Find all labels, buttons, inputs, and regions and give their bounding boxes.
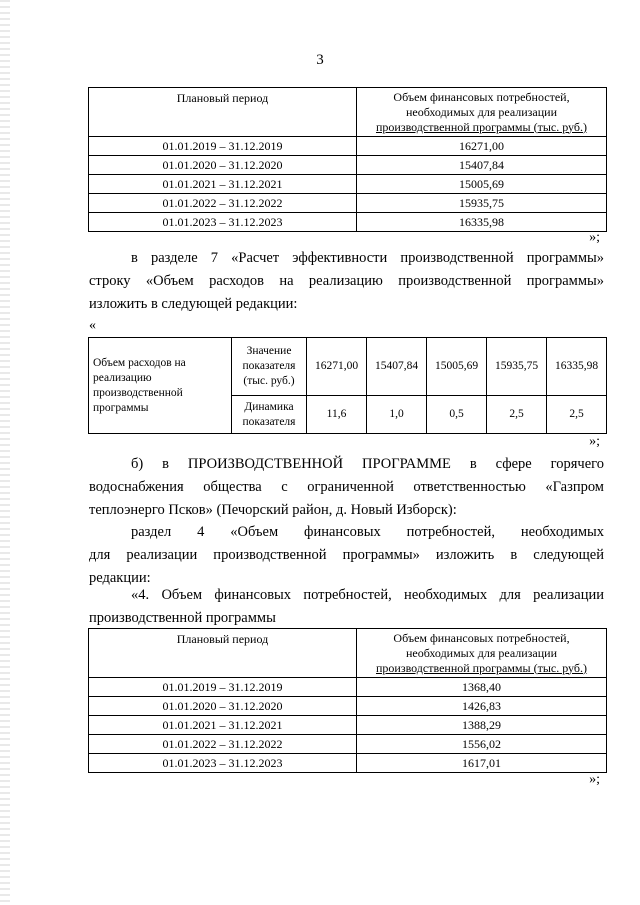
expenses-table bbox=[88, 337, 607, 434]
table-row: 01.01.2022 – 31.12.2022 15935,75 bbox=[89, 194, 607, 213]
paragraph-section-7: в разделе 7 «Расчет эффективности производственной программы» строку «Объем расходов на реализацию производственной программы» изложить в следующей редакции: bbox=[89, 250, 604, 312]
header-period: Плановый период bbox=[89, 88, 357, 137]
table-row: 01.01.2023 – 31.12.2023 1617,01 bbox=[89, 754, 607, 773]
dynamics-cell: 1,0 bbox=[367, 396, 427, 434]
financial-needs-table-2 bbox=[88, 628, 607, 773]
value-cell: 16335,98 bbox=[547, 338, 607, 396]
table-row: 01.01.2021 – 31.12.2021 1388,29 bbox=[89, 716, 607, 735]
value-cell: 15935,75 bbox=[487, 338, 547, 396]
page-number: 3 bbox=[316, 52, 324, 68]
header-value: Объем финансовых потребностей, необходимых для реализации производственной программы (тыс. руб.) bbox=[357, 629, 607, 678]
value-cell: 16271,00 bbox=[307, 338, 367, 396]
row-label: Объем расходов на реализацию производственной программы bbox=[89, 338, 232, 434]
indicator-dynamics-label: Динамика показателя bbox=[232, 396, 307, 434]
table-row: 01.01.2022 – 31.12.2022 1556,02 bbox=[89, 735, 607, 754]
table-row: 01.01.2020 – 31.12.2020 1426,83 bbox=[89, 697, 607, 716]
scan-left-edge bbox=[0, 0, 10, 905]
indicator-value-label: Значение показателя (тыс. руб.) bbox=[232, 338, 307, 396]
header-value: Объем финансовых потребностей, необходимых для реализации производственной программы (тыс. руб.) bbox=[357, 88, 607, 137]
table-row: 01.01.2021 – 31.12.2021 15005,69 bbox=[89, 175, 607, 194]
dynamics-cell: 2,5 bbox=[547, 396, 607, 434]
value-cell: 15005,69 bbox=[427, 338, 487, 396]
paragraph-section-4-title: «4. Объем финансовых потребностей, необходимых для реализации производственной программы bbox=[89, 587, 604, 626]
dynamics-cell: 2,5 bbox=[487, 396, 547, 434]
paragraph-section-4: раздел 4 «Объем финансовых потребностей, необходимых для реализации производственной программы» изложить в следующей редакции: bbox=[89, 524, 604, 586]
dynamics-cell: 11,6 bbox=[307, 396, 367, 434]
closing-quote-3: »; bbox=[589, 772, 600, 787]
value-cell: 15407,84 bbox=[367, 338, 427, 396]
table-row: 01.01.2023 – 31.12.2023 16335,98 bbox=[89, 213, 607, 232]
table-row: 01.01.2019 – 31.12.2019 1368,40 bbox=[89, 678, 607, 697]
dynamics-cell: 0,5 bbox=[427, 396, 487, 434]
financial-needs-table-1 bbox=[88, 87, 607, 232]
header-period: Плановый период bbox=[89, 629, 357, 678]
table-row: 01.01.2019 – 31.12.2019 16271,00 bbox=[89, 137, 607, 156]
table-row: 01.01.2020 – 31.12.2020 15407,84 bbox=[89, 156, 607, 175]
opening-quote: « bbox=[89, 318, 96, 333]
paragraph-hot-water: б) в ПРОИЗВОДСТВЕННОЙ ПРОГРАММЕ в сфере горячего водоснабжения общества с ограниченной ответственностью «Газпром теплоэнерго Псков» (Печорский район, д. Новый Изборск): bbox=[89, 456, 604, 518]
closing-quote-1: »; bbox=[589, 230, 600, 245]
closing-quote-2: »; bbox=[589, 434, 600, 449]
